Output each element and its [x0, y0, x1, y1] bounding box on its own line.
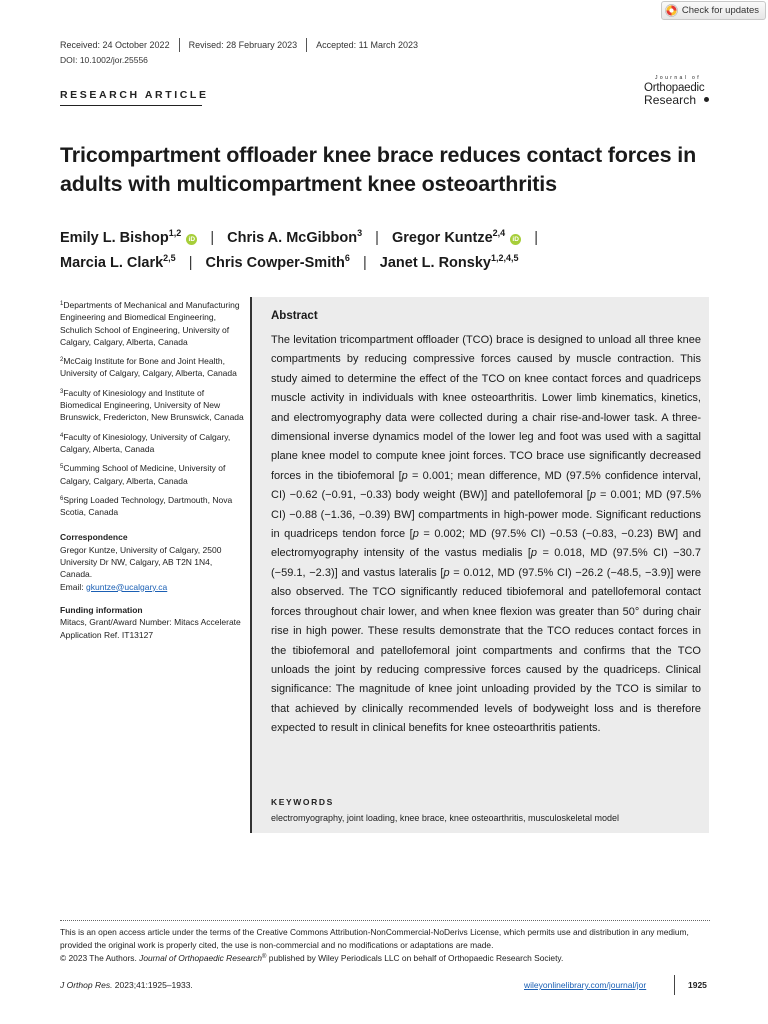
affiliation-item: [60, 462, 245, 487]
author-name: Chris Cowper-Smith: [205, 255, 345, 271]
affiliation-text: Faculty of Kinesiology and Institute of Biomedical Engineering, University of New Brunswick, Fredericton, New Brunswick, Canada: [60, 387, 244, 423]
journal-logo-line1: Journal of: [655, 75, 701, 81]
received-date: Received: 24 October 2022: [60, 40, 170, 50]
date-divider: [179, 38, 180, 52]
footer-divider: [674, 975, 675, 995]
check-for-updates-label: Check for updates: [681, 5, 759, 16]
date-divider: [306, 38, 307, 52]
author[interactable]: [60, 255, 176, 271]
affiliation-item: [60, 299, 245, 348]
keywords-text: electromyography, joint loading, knee brace, knee osteoarthritis, musculoskeletal model: [271, 813, 620, 823]
author[interactable]: [392, 230, 521, 246]
author-affiliation-numbers: 2,4: [492, 228, 506, 238]
abstract-heading: Abstract: [271, 310, 318, 322]
p-value-symbol: p: [589, 489, 596, 502]
orcid-icon[interactable]: iD: [510, 234, 521, 245]
author-affiliation-numbers: 1,2: [168, 228, 182, 238]
funding-heading: Funding information: [60, 604, 143, 615]
license-text: This is an open access article under the terms of the Creative Commons Attribution-NonCommercial-NoDerivs License, which permits use and distribution in any medium, provided the original work is properly cited, the use is non-commercial and no modifications or adaptations are made.: [60, 927, 689, 950]
author[interactable]: [380, 255, 519, 271]
affiliation-text: Cumming School of Medicine, University of Calgary, Calgary, Alberta, Canada: [60, 463, 226, 486]
affiliation-text: Departments of Mechanical and Manufacturing Engineering and Biomedical Engineering, Schulich School of Engineering, University of Calgary, Calgary, Alberta, Canada: [60, 300, 240, 347]
affiliation-number: 4: [60, 432, 64, 439]
p-value-symbol: p: [412, 528, 419, 541]
affiliation-number: 5: [60, 464, 64, 471]
affiliation-number: 3: [60, 388, 64, 395]
author[interactable]: [206, 255, 350, 271]
author-affiliation-numbers: 6: [344, 253, 350, 263]
affiliation-number: 2: [60, 357, 64, 364]
correspondence-email-line: [60, 581, 245, 593]
abstract-segment: = 0.001; mean difference, MD (97.5% confidence interval, CI) −0.62 (−0.91, −0.33) body weight (BW)] and patellofemoral [: [271, 469, 701, 502]
affiliation-text: Spring Loaded Technology, Dartmouth, Nova Scotia, Canada: [60, 494, 233, 518]
correspondence-text: Gregor Kuntze, University of Calgary, 2500 University Dr NW, Calgary, AB T2N 1N4, Canada.: [60, 544, 222, 580]
author[interactable]: [227, 230, 362, 246]
journal-logo-dot: [704, 97, 709, 102]
affiliation-number: 6: [60, 495, 64, 502]
affiliation-item: [60, 494, 245, 519]
accepted-date: Accepted: 11 March 2023: [316, 40, 419, 50]
article-type-underline: [60, 105, 202, 106]
author-affiliation-numbers: 2,5: [163, 253, 176, 263]
p-value-symbol: p: [530, 547, 538, 560]
affiliation-item: [60, 387, 245, 424]
abstract-box: [250, 297, 709, 833]
author-separator: |: [362, 255, 367, 271]
author-separator: |: [210, 230, 215, 246]
author[interactable]: [60, 230, 197, 246]
copyright-line: [60, 952, 712, 965]
check-for-updates-button[interactable]: [661, 1, 766, 20]
footer-citation-details: 2023;41:1925–1933.: [112, 980, 193, 990]
registered-mark: ®: [262, 954, 267, 960]
footer-journal-abbrev: J Orthop Res.: [60, 980, 113, 990]
abstract-segment: = 0.001; MD (97.5% CI) −0.88 (−1.36, −0.39) BW] compartments in high-power mode. Significant reductions in quadriceps tendon force [: [271, 489, 701, 541]
affiliation-item: [60, 431, 245, 456]
author-name: Marcia L. Clark: [60, 255, 164, 271]
affiliation-item: [60, 355, 245, 380]
check-for-updates-badge-icon: [665, 4, 678, 17]
journal-logo-line3: Research: [644, 93, 697, 107]
abstract-segment: = 0.012, MD (97.5% CI) −26.2 (−48.5, −3.9)] were also observed. The TCO significantly reduced tibiofemoral and patellofemoral contact forces throughout chair lower, and when knee flexion was greater than 50° during chair rise in high power. These results demonstrate that the TCO reduces contact forces in the tibiofemoral and patellofemoral joint compartments and confirms that the TCO unloads the joint by reducing compressive forces caused by the quadriceps. Clinical significance: The magnitude of knee joint unloading provided by the TCO is similar to that achieved by clinically recommended levels of bodyweight loss and is therefore expected to result in clinical benefits for knee osteoarthritis patients.: [271, 566, 701, 735]
article-dates: [60, 38, 418, 52]
correspondence-email-link[interactable]: gkuntze@ucalgary.ca: [86, 581, 168, 592]
copyright-prefix: © 2023 The Authors.: [60, 953, 140, 963]
abstract-text: [271, 331, 701, 739]
doi: DOI: 10.1002/jor.25556: [60, 55, 148, 65]
affiliation-text: Faculty of Kinesiology, University of Calgary, Calgary, Alberta, Canada: [60, 431, 231, 454]
p-value-symbol: p: [443, 566, 450, 579]
orcid-icon[interactable]: iD: [186, 234, 197, 245]
page-number: 1925: [688, 980, 707, 990]
revised-date: Revised: 28 February 2023: [188, 40, 298, 50]
journal-logo: [631, 75, 711, 107]
abstract-segment: = 0.002; MD (97.5% CI) −0.53 (−0.83, −0.23) BW] and electromyography intensity of the vastus medialis [: [271, 528, 701, 560]
abstract-segment: The levitation tricompartment offloader (TCO) brace is designed to unload all three knee compartments by reducing compressive forces caused by muscle contraction. This study aimed to determine the effect of the TCO on knee contact forces and quadriceps muscle activity in individuals with knee osteoarthritis. Lower limb kinematics, kinetics, and electromyography data were collected during a chair rise-and-lower task. A three-dimensional inverse dynamics model of the lower leg and foot was used with a sagittal plane knee model to compute knee joint forces. TCO brace use significantly decreased forces in the tibiofemoral [: [271, 334, 701, 482]
affiliations-column: [60, 299, 245, 641]
affiliation-text: McCaig Institute for Bone and Joint Health, University of Calgary, Calgary, Alberta, Canada: [60, 356, 237, 379]
author-separator: |: [375, 230, 379, 246]
author-affiliation-numbers: 1,2,4,5: [490, 253, 519, 263]
author-name: Emily L. Bishop: [60, 230, 169, 246]
author-name: Chris A. McGibbon: [227, 230, 358, 246]
article-type-label: RESEARCH ARTICLE: [60, 89, 209, 101]
funding-text: Mitacs, Grant/Award Number: Mitacs Accelerate Application Ref. IT13127: [60, 617, 241, 640]
journal-logo-line2: Orthopaedic: [644, 82, 705, 94]
p-value-symbol: p: [401, 469, 408, 482]
abstract-segment: = 0.018, MD (97.5% CI) −30.7 (−59.1, −2.3)] and vastus lateralis [: [271, 547, 701, 579]
author-name: Gregor Kuntze: [391, 230, 493, 246]
author-separator: |: [534, 230, 538, 246]
author-separator: |: [188, 255, 193, 271]
article-title: Tricompartment offloader knee brace reduces contact forces in adults with multicompartment knee osteoarthritis: [60, 143, 697, 196]
copyright-suffix: published by Wiley Periodicals LLC on behalf of Orthopaedic Research Society.: [266, 953, 564, 963]
author-list: [60, 226, 710, 276]
copyright-journal-name: Journal of Orthopaedic Research: [139, 953, 263, 963]
author-affiliation-numbers: 3: [357, 228, 363, 238]
footer-citation: [60, 980, 193, 990]
journal-url-link[interactable]: wileyonlinelibrary.com/journal/jor: [524, 980, 647, 990]
author-name: Janet L. Ronsky: [379, 255, 491, 271]
email-label: Email:: [60, 581, 84, 592]
correspondence-heading: Correspondence: [60, 532, 128, 543]
license-divider: [60, 920, 710, 921]
affiliation-number: 1: [60, 301, 64, 307]
keywords-heading: KEYWORDS: [271, 797, 334, 807]
